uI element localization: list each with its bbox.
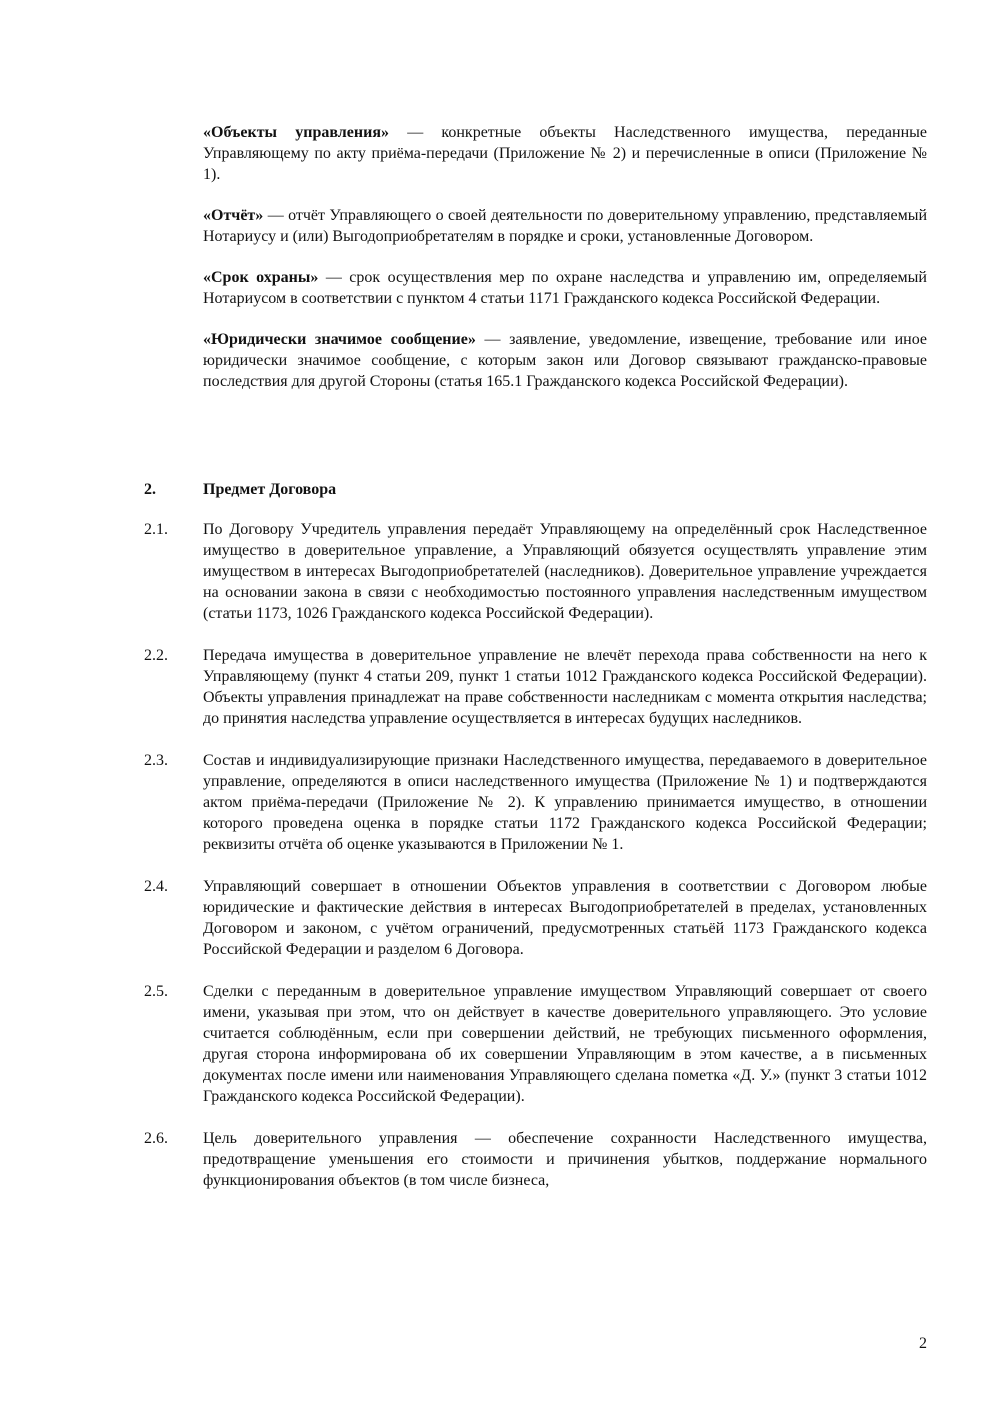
clause-item (144, 1128, 927, 1191)
definition-term: «Объекты управления» (203, 124, 389, 141)
definition-term: «Отчёт» (203, 207, 264, 224)
clause-number: 2.6. (144, 1130, 168, 1147)
definition-term: «Срок охраны» (203, 269, 319, 286)
clause-text: Состав и индивидуализирующие признаки Наследственного имущества, передаваемого в доверительное управление, определяются в описи наследственного имущества (Приложение № 1) и подтверждаются актом приёма-передачи (Приложение № 2). К управлению принимается имущество, в отношении которого проведена оценка в порядке статьи 1172 Гражданского кодекса Российской Федерации; реквизиты отчёта об оценке указываются в Приложении № 1. (203, 752, 927, 853)
definition-text: — отчёт Управляющего о своей деятельности по доверительному управлению, представляемый Нотариусу и (или) Выгодоприобретателям в порядке и сроки, установленные Договором. (203, 207, 927, 245)
clause-number: 2.2. (144, 647, 168, 664)
clauses-list (144, 519, 927, 1212)
clause-number: 2.1. (144, 521, 168, 538)
definition-item (203, 267, 927, 309)
clause-item (144, 981, 927, 1107)
clause-text: Цель доверительного управления — обеспечение сохранности Наследственного имущества, предотвращение уменьшения его стоимости и причинения убытков, поддержание нормального функционирования объектов (в том числе бизнеса, (203, 1130, 927, 1189)
page-number: 2 (919, 1335, 927, 1352)
clause-item (144, 750, 927, 855)
clause-item (144, 876, 927, 960)
definition-item (203, 122, 927, 185)
clause-text: Управляющий совершает в отношении Объектов управления в соответствии с Договором любые юридические и фактические действия в интересах Выгодоприобретателей в пределах, установленных Договором и законом, с учётом ограничений, предусмотренных статьёй 1173 Гражданского кодекса Российской Федерации и разделом 6 Договора. (203, 878, 927, 958)
clause-text: Передача имущества в доверительное управление не влечёт перехода права собственности на него к Управляющему (пункт 4 статьи 209, пункт 1 статьи 1012 Гражданского кодекса Российской Федерации). Объекты управления принадлежат на праве собственности наследникам с момента открытия наследства; до принятия наследства управление осуществляется в интересах будущих наследников. (203, 647, 927, 727)
definition-text: — заявление, уведомление, извещение, требование или иное юридически значимое сообщение, с которым закон или Договор связывают гражданско-правовые последствия для другой Стороны (статья 165.1 Гражданского кодекса Российской Федерации). (203, 331, 927, 390)
clause-number: 2.5. (144, 983, 168, 1000)
definition-term: «Юридически значимое сообщение» (203, 331, 476, 348)
definitions-list (203, 122, 927, 412)
definition-item (203, 205, 927, 247)
section-number: 2. (144, 481, 156, 498)
clause-item (144, 645, 927, 729)
clause-item (144, 519, 927, 624)
definition-text: — конкретные объекты Наследственного имущества, переданные Управляющему по акту приёма-передачи (Приложение № 2) и перечисленные в описи (Приложение № 1). (203, 124, 928, 183)
section-title: Предмет Договора (203, 481, 337, 498)
definition-text: — срок осуществления мер по охране наследства и управлению им, определяемый Нотариусом в соответствии с пунктом 4 статьи 1171 Гражданского кодекса Российской Федерации. (203, 269, 927, 307)
clause-number: 2.4. (144, 878, 168, 895)
definition-item (203, 329, 927, 392)
clause-text: По Договору Учредитель управления передаёт Управляющему на определённый срок Наследственное имущество в доверительное управление, а Управляющий обязуется осуществлять управление этим имуществом в интересах Выгодоприобретателей (наследников). Доверительное управление учреждается на основании закона в связи с необходимостью постоянного управления наследственным имуществом (статьи 1173, 1026 Гражданского кодекса Российской Федерации). (203, 521, 927, 622)
clause-number: 2.3. (144, 752, 168, 769)
clause-text: Сделки с переданным в доверительное управление имуществом Управляющий совершает от своего имени, указывая при этом, что он действует в качестве доверительного управляющего. Это условие считается соблюдённым, если при совершении действий, не требующих письменного оформления, другая сторона информирована об их совершении Управляющим в этом качестве, а в письменных документах после имени или наименования Управляющего сделана пометка «Д. У.» (пункт 3 статьи 1012 Гражданского кодекса Российской Федерации). (203, 983, 927, 1105)
